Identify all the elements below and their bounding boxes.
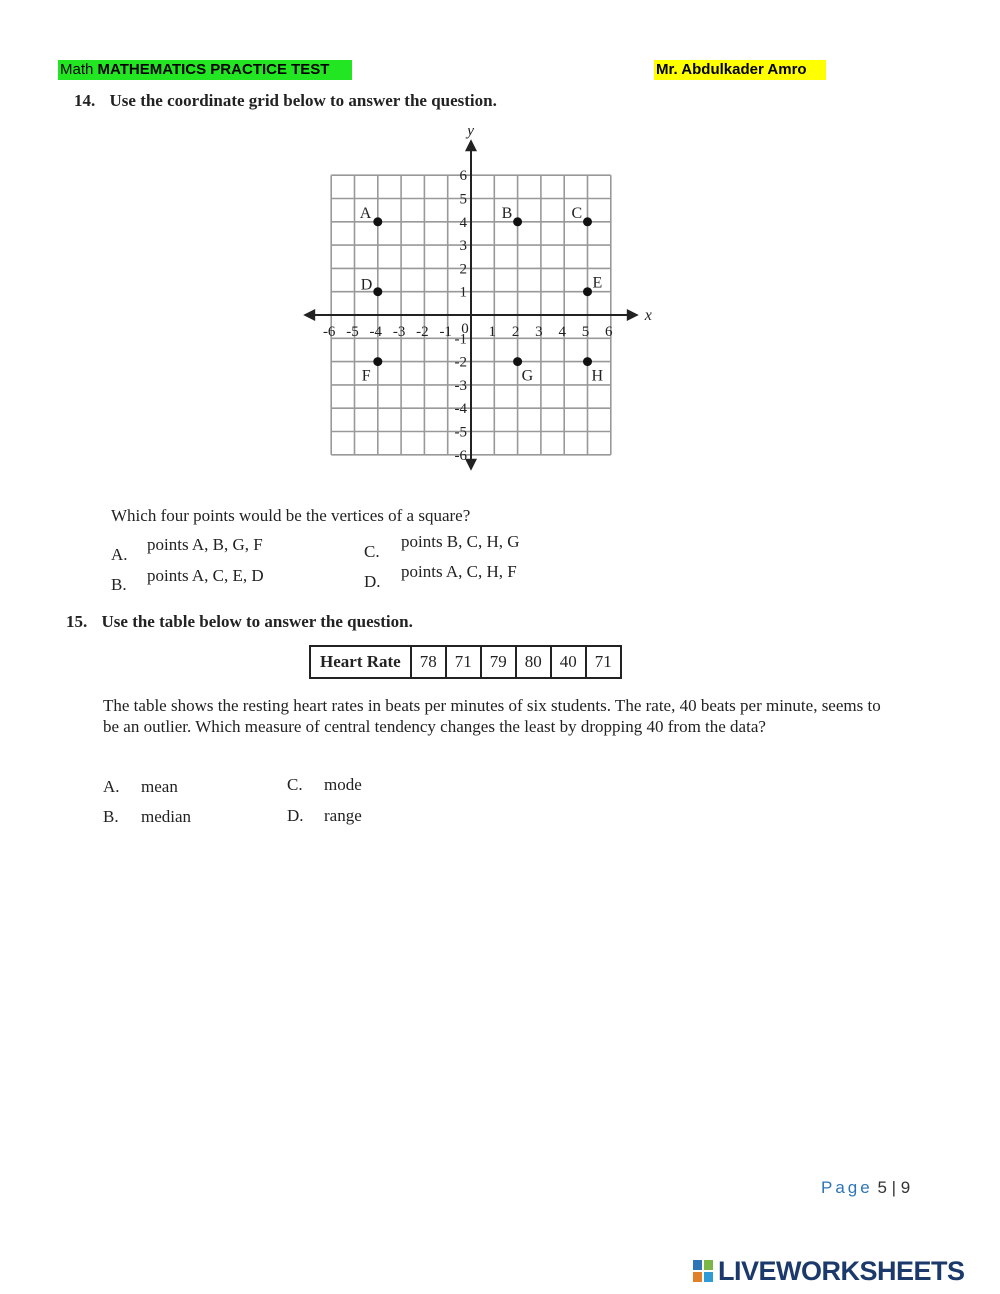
y-tick-label: 2 xyxy=(459,261,467,278)
x-tick-label: -5 xyxy=(346,324,359,340)
q14-option-c-letter: C. xyxy=(364,542,380,561)
point-a xyxy=(373,217,382,226)
liveworksheets-cube-icon xyxy=(692,1259,714,1283)
q14-option-d-text[interactable]: points A, C, H, F xyxy=(401,562,517,581)
heart-rate-table xyxy=(309,645,622,679)
table-row xyxy=(310,646,621,678)
point-label-c: C xyxy=(571,204,583,222)
q14-prompt: Which four points would be the vertices of a square? xyxy=(111,506,471,525)
point-label-a: A xyxy=(359,204,372,222)
x-axis-right-arrow xyxy=(627,309,639,321)
point-g xyxy=(513,357,522,366)
q15-option-a-letter: A. xyxy=(103,777,120,796)
x-tick-label: 1 xyxy=(488,324,497,340)
point-c xyxy=(583,217,592,226)
y-tick-label: 3 xyxy=(459,238,467,255)
q15-option-d-text[interactable]: range xyxy=(324,806,362,825)
q15-title: Use the table below to answer the question. xyxy=(101,612,413,631)
y-tick-label: -6 xyxy=(454,447,467,464)
q15-option-b-letter: B. xyxy=(103,807,119,826)
page-indicator xyxy=(821,1178,910,1198)
liveworksheets-logo xyxy=(692,1254,992,1288)
q14-option-d-letter: D. xyxy=(364,572,381,591)
point-label-g: G xyxy=(521,367,534,385)
q15-paragraph: The table shows the resting heart rates in beats per minutes of six students. The rate, 40 beats per minute, seems to be an outlier. Which measure of central tendency changes the least by dropping 40 from the data? xyxy=(103,696,881,736)
x-tick-label: 5 xyxy=(581,324,590,340)
q15-heading xyxy=(66,612,413,632)
q14-option-b-letter: B. xyxy=(111,575,127,594)
y-tick-label: 5 xyxy=(459,191,467,208)
x-tick-label: -1 xyxy=(439,324,452,340)
q14-title: Use the coordinate grid below to answer the question. xyxy=(109,91,497,110)
header-subject: Math xyxy=(60,61,94,78)
y-tick-label: 6 xyxy=(459,168,467,185)
y-axis-label: y xyxy=(467,128,475,140)
table-cell: 78 xyxy=(411,646,446,678)
table-cell: 79 xyxy=(481,646,516,678)
q14-option-b-text[interactable]: points A, C, E, D xyxy=(147,566,264,585)
point-b xyxy=(513,217,522,226)
coordinate-grid xyxy=(290,128,670,488)
table-header-cell: Heart Rate xyxy=(310,646,411,678)
y-tick-label: -5 xyxy=(454,424,467,441)
q14-heading xyxy=(74,91,497,111)
q15-option-b-text[interactable]: median xyxy=(141,807,192,826)
y-tick-label: 4 xyxy=(459,214,467,231)
y-tick-label: -1 xyxy=(454,331,467,348)
liveworksheets-wordmark: LIVEWORKSHEETS xyxy=(718,1256,965,1286)
header-test-title: MATHEMATICS PRACTICE TEST xyxy=(97,61,330,78)
header-subject-title xyxy=(58,60,352,80)
table-cell: 80 xyxy=(516,646,551,678)
q14-option-a-text[interactable]: points A, B, G, F xyxy=(147,535,263,554)
point-d xyxy=(373,287,382,296)
y-tick-label: -2 xyxy=(454,354,467,371)
x-tick-label: 4 xyxy=(558,324,566,340)
x-axis-left-arrow xyxy=(303,309,315,321)
q15-option-a-text[interactable]: mean xyxy=(141,777,178,796)
x-tick-label: -2 xyxy=(416,324,429,340)
x-tick-label: -3 xyxy=(392,324,406,340)
page-number: 5 | 9 xyxy=(877,1178,911,1197)
point-label-e: E xyxy=(592,274,603,292)
q15-option-d-letter: D. xyxy=(287,806,304,825)
page-word: Page xyxy=(821,1178,873,1197)
x-axis-label: x xyxy=(644,307,652,324)
q15-option-c-text[interactable]: mode xyxy=(324,775,362,794)
x-tick-label: -6 xyxy=(322,324,336,340)
x-tick-label: -4 xyxy=(369,324,383,340)
y-tick-label: 1 xyxy=(459,284,467,301)
y-tick-label: -4 xyxy=(454,401,467,418)
q14-option-c-text[interactable]: points B, C, H, G xyxy=(401,532,520,551)
x-tick-label: 3 xyxy=(535,324,543,340)
y-tick-label: -3 xyxy=(454,377,467,394)
q15-option-c-letter: C. xyxy=(287,775,303,794)
q14-option-a-letter: A. xyxy=(111,545,128,564)
q15-number: 15. xyxy=(66,612,88,631)
table-cell: 71 xyxy=(586,646,621,678)
x-tick-label: 6 xyxy=(605,324,613,340)
point-label-d: D xyxy=(360,276,373,294)
point-label-h: H xyxy=(591,367,604,385)
point-e xyxy=(583,287,592,296)
point-h xyxy=(583,357,592,366)
point-label-b: B xyxy=(501,204,513,222)
y-axis-top-arrow xyxy=(465,139,477,151)
point-label-f: F xyxy=(361,367,371,385)
point-f xyxy=(373,357,382,366)
x-tick-label: 0 xyxy=(461,321,469,337)
q14-number: 14. xyxy=(74,91,96,110)
table-cell: 71 xyxy=(446,646,481,678)
table-cell: 40 xyxy=(551,646,586,678)
x-tick-label: 2 xyxy=(511,324,520,340)
header-teacher: Mr. Abdulkader Amro xyxy=(654,60,826,80)
